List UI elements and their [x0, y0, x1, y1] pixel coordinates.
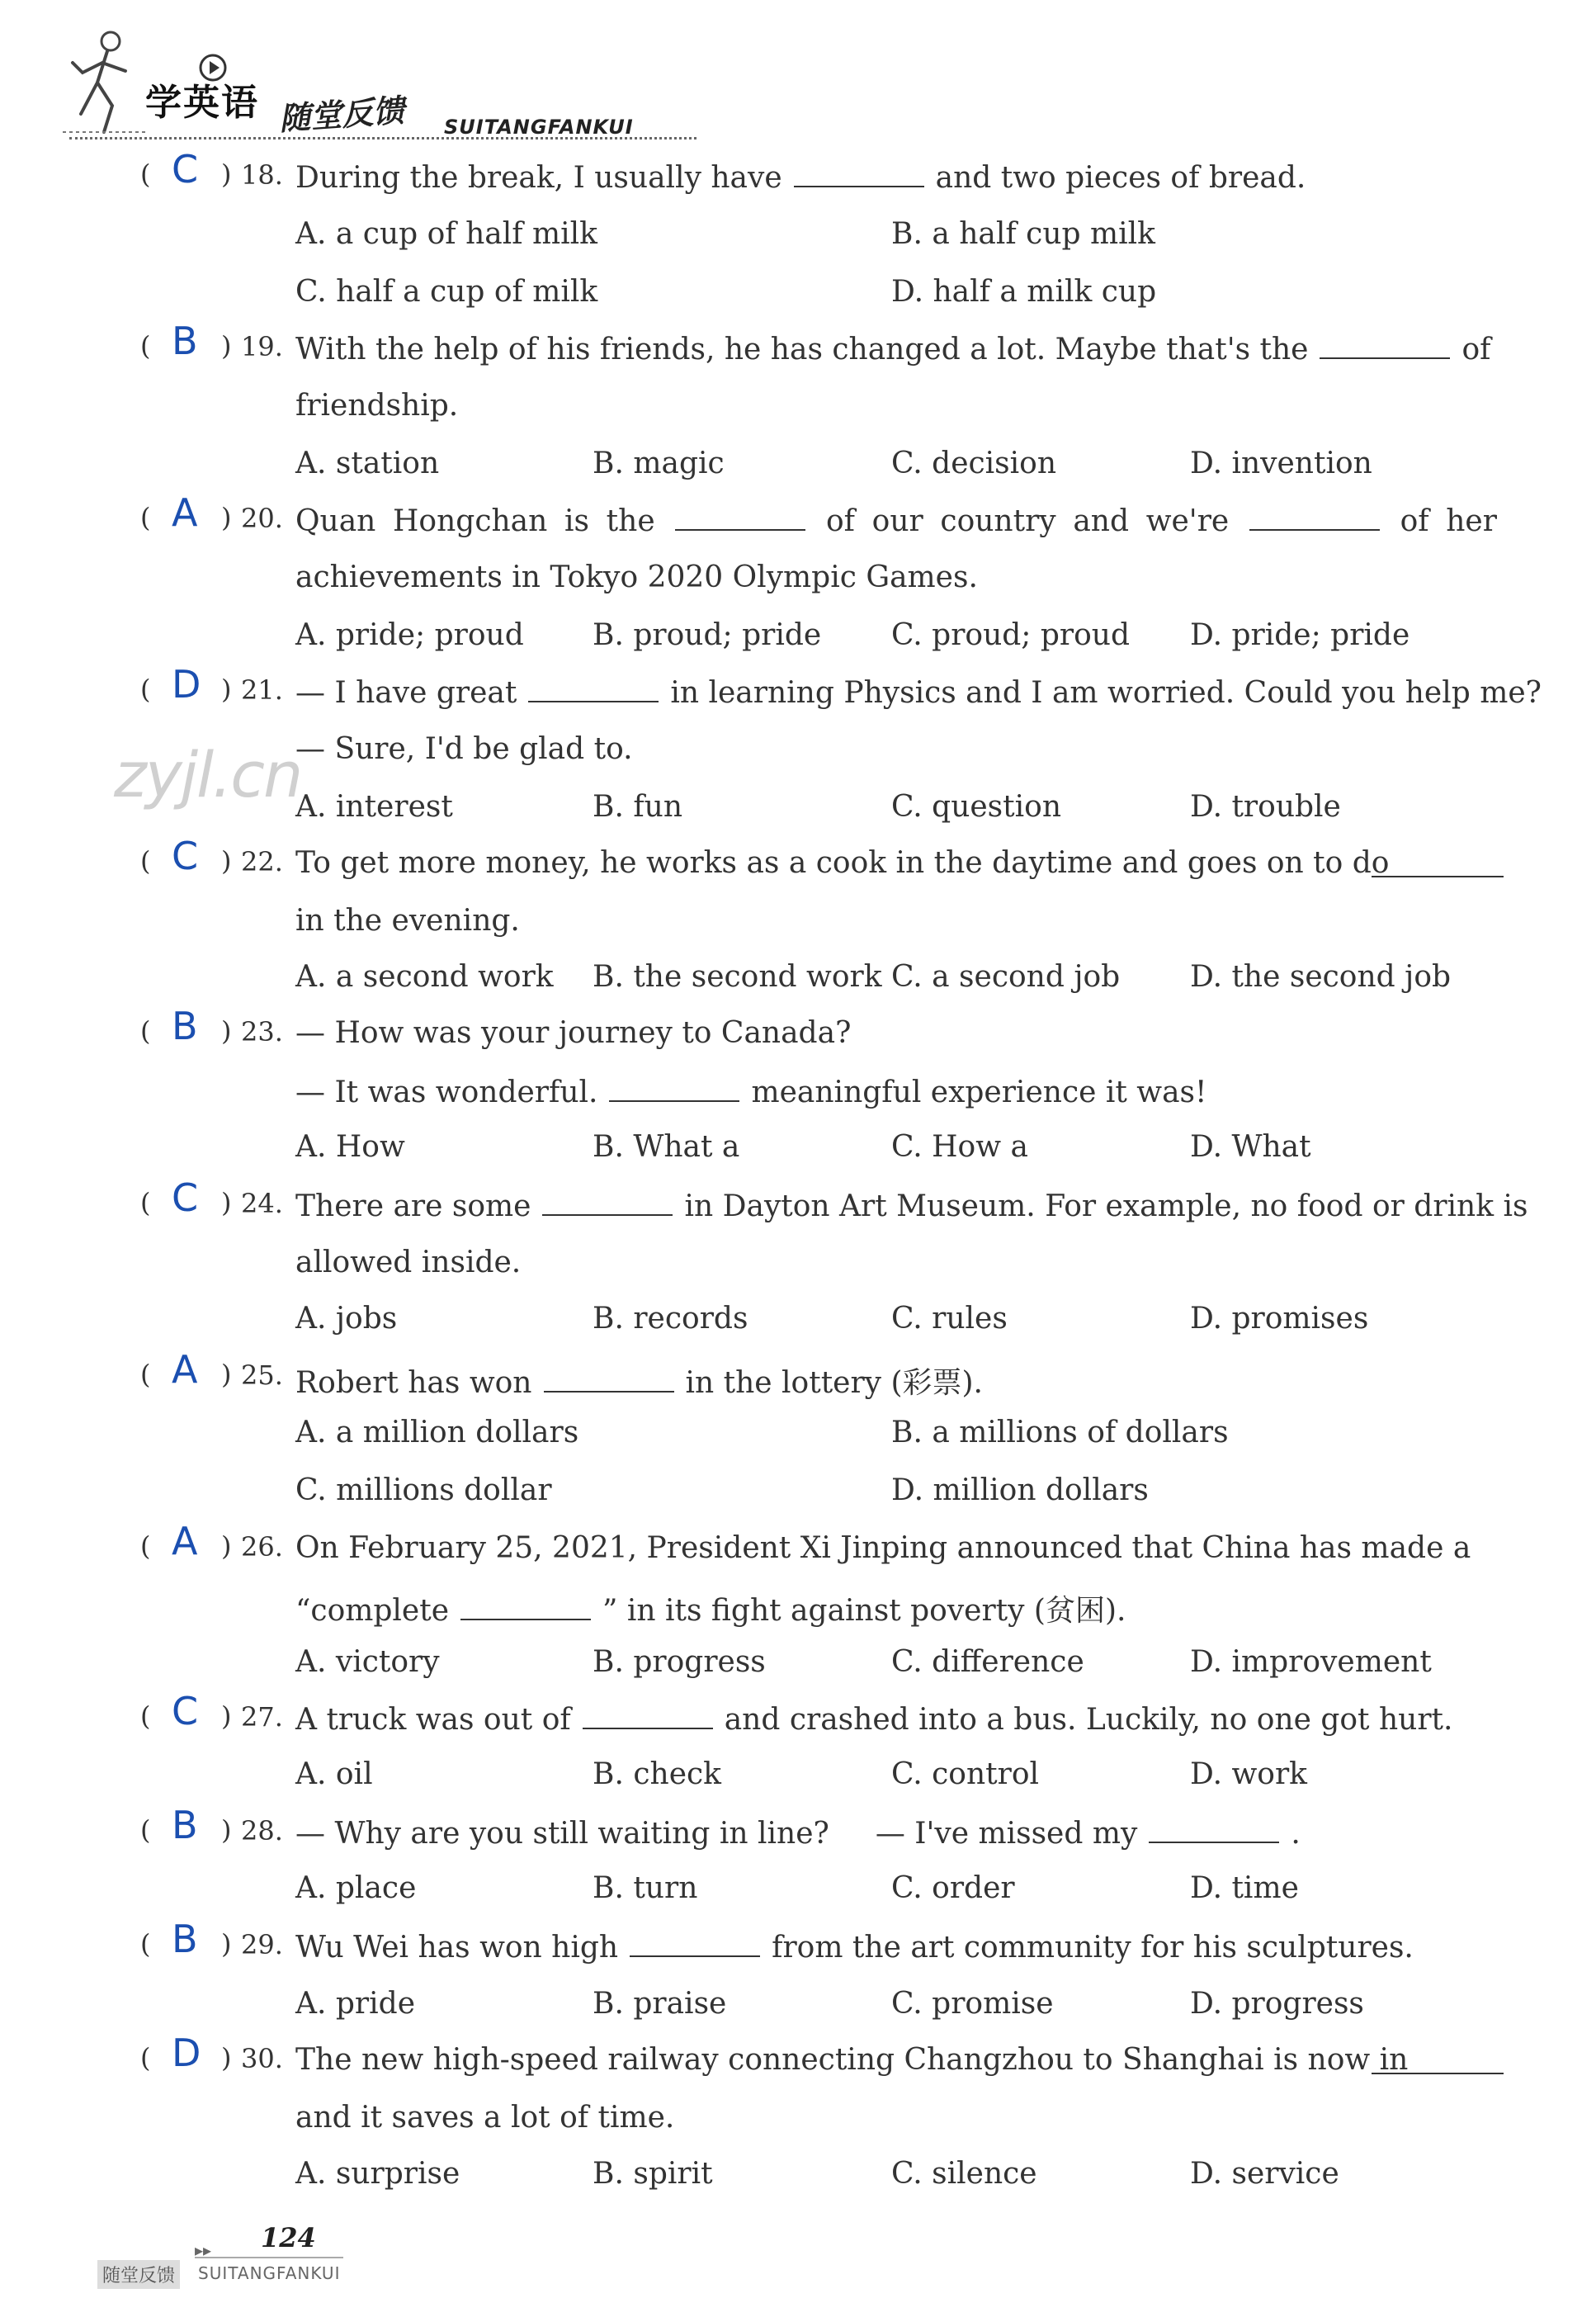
header-divider	[69, 137, 696, 139]
question-20: ( A ) 20. Quan Hongchan is the of our country and we're of her	[140, 490, 1497, 538]
option-c: C. question	[891, 790, 1061, 824]
answer-mark: A	[172, 490, 198, 535]
watermark: zyjl.cn	[114, 738, 302, 811]
option-a: A. How	[295, 1130, 405, 1164]
page-header	[58, 23, 701, 143]
question-stem: Wu Wei has won high from the art community for his sculptures.	[295, 1931, 1414, 1965]
answer-blank	[1372, 846, 1504, 877]
options-row	[0, 205, 1596, 262]
answer-blank	[460, 1592, 591, 1620]
question-continuation: friendship.	[295, 389, 459, 423]
option-b: B. the second work	[593, 960, 882, 994]
question-stem: To get more money, he works as a cook in the daytime and goes on to do	[295, 846, 1390, 880]
option-a: A. victory	[295, 1645, 440, 1679]
answer-mark: C	[172, 834, 199, 878]
question-continuation: — Sure, I'd be glad to.	[295, 732, 633, 766]
answer-blank	[609, 1074, 739, 1102]
option-b: B. magic	[593, 447, 725, 480]
option-d: D. progress	[1190, 1987, 1364, 2021]
footer-arrows-icon: ▸▸	[195, 2240, 212, 2260]
answer-mark: B	[172, 1004, 198, 1048]
answer-blank	[1149, 1815, 1279, 1843]
question-stem: — Why are you still waiting in line? — I've missed my .	[295, 1817, 1301, 1851]
question-stem: During the break, I usually have and two pieces of bread.	[295, 161, 1306, 195]
question-number: 28.	[241, 1815, 283, 1846]
answer-blank	[630, 1929, 760, 1957]
option-d: D. time	[1190, 1871, 1299, 1905]
answer-mark: B	[172, 1803, 198, 1847]
question-stem: With the help of his friends, he has changed a lot. Maybe that's the of	[295, 333, 1491, 366]
options-row	[0, 1118, 1596, 1175]
runner-logo-icon	[58, 23, 157, 139]
answer-mark: C	[172, 147, 199, 192]
option-a: A. a second work	[295, 960, 554, 994]
option-c: C. difference	[891, 1645, 1084, 1679]
question-number: 26.	[241, 1531, 283, 1563]
question-number: 24.	[241, 1188, 283, 1219]
option-a: A. pride	[295, 1987, 416, 2021]
answer-blank	[583, 1701, 713, 1729]
answer-mark: A	[172, 1519, 198, 1563]
option-a: A. pride; proud	[295, 618, 524, 652]
option-c: C. silence	[891, 2157, 1037, 2191]
option-b: B. turn	[593, 1871, 698, 1905]
option-a: A. a million dollars	[295, 1416, 579, 1449]
question-continuation: in the evening.	[295, 904, 520, 938]
option-d: D. service	[1190, 2157, 1339, 2191]
option-b: B. proud; pride	[593, 618, 822, 652]
option-a: A. a cup of half milk	[295, 217, 597, 251]
option-c: C. How a	[891, 1130, 1028, 1164]
answer-blank	[794, 159, 924, 187]
option-d: D. half a milk cup	[891, 275, 1157, 309]
option-d: D. promises	[1190, 1302, 1369, 1336]
brand-latin: SUITANGFANKUI	[444, 116, 634, 139]
option-a: A. surprise	[295, 2157, 460, 2191]
question-number: 27.	[241, 1701, 283, 1733]
options-row	[0, 1745, 1596, 1803]
question-19: ( B ) 19. With the help of his friends, he has changed a lot. Maybe that's the of	[140, 319, 1491, 366]
question-stem: There are some in Dayton Art Museum. For example, no food or drink is	[295, 1189, 1528, 1223]
question-stem: Robert has won in the lottery (彩票).	[295, 1366, 983, 1400]
answer-blank	[1249, 503, 1380, 531]
page-number: 124	[261, 2222, 316, 2253]
option-a: A. interest	[295, 790, 453, 824]
question-continuation: allowed inside.	[295, 1246, 522, 1279]
footer-latin: SUITANGFANKUI	[198, 2263, 341, 2283]
answer-mark: B	[172, 1917, 198, 1961]
question-25: ( A ) 25. Robert has won in the lottery (彩票).	[140, 1347, 983, 1400]
option-a: A. place	[295, 1871, 417, 1905]
question-29: ( B ) 29. Wu Wei has won high from the art community for his sculptures.	[140, 1917, 1414, 1965]
option-c: C. control	[891, 1757, 1040, 1791]
options-row	[0, 1289, 1596, 1347]
question-number: 25.	[241, 1359, 283, 1391]
brand-title: 学英语	[145, 82, 259, 124]
option-d: D. work	[1190, 1757, 1307, 1791]
option-d: D. the second job	[1190, 960, 1452, 994]
option-b: B. records	[593, 1302, 748, 1336]
question-22: ( C ) 22. To get more money, he works as a cook in the daytime and goes on to do	[0, 834, 1596, 891]
option-c: C. half a cup of milk	[295, 275, 598, 309]
options-row	[0, 778, 1596, 835]
option-c: C. rules	[891, 1302, 1008, 1336]
answer-mark: C	[172, 1175, 199, 1220]
options-row	[0, 1859, 1596, 1917]
question-continuation: and it saves a lot of time.	[295, 2101, 675, 2135]
options-row	[0, 1974, 1596, 2032]
question-number: 19.	[241, 331, 283, 362]
options-row	[0, 1633, 1596, 1690]
option-c: C. promise	[891, 1987, 1054, 2021]
question-23: ( B ) 23. — How was your journey to Canada?	[140, 1004, 852, 1050]
question-stem: On February 25, 2021, President Xi Jinping announced that China has made a	[295, 1531, 1471, 1565]
answer-mark: B	[172, 319, 198, 363]
question-stem: — I have great in learning Physics and I am worried. Could you help me?	[295, 676, 1542, 710]
option-d: D. What	[1190, 1130, 1311, 1164]
question-continuation: “complete ” in its fight against poverty (贫困).	[295, 1594, 1126, 1628]
option-c: C. order	[891, 1871, 1015, 1905]
question-26: ( A ) 26. On February 25, 2021, President Xi Jinping announced that China has made a	[140, 1519, 1471, 1565]
question-stem: The new high-speed railway connecting Changzhou to Shanghai is now in	[295, 2043, 1409, 2077]
question-number: 20.	[241, 503, 283, 534]
options-row	[0, 2144, 1596, 2202]
question-continuation: achievements in Tokyo 2020 Olympic Games.	[295, 560, 978, 594]
option-d: D. pride; pride	[1190, 618, 1410, 652]
answer-mark: D	[172, 2031, 201, 2075]
option-b: B. fun	[593, 790, 683, 824]
answer-blank	[544, 1364, 674, 1393]
option-a: A. station	[295, 447, 440, 480]
answer-mark: D	[172, 662, 201, 707]
answer-mark: C	[172, 1689, 199, 1733]
question-stem: A truck was out of and crashed into a bus. Luckily, no one got hurt.	[295, 1703, 1453, 1737]
question-21: ( D ) 21. — I have great in learning Physics and I am worried. Could you help me?	[140, 662, 1542, 710]
option-b: B. spirit	[593, 2157, 713, 2191]
question-stem: Quan Hongchan is the of our country and we're of her	[295, 504, 1497, 538]
option-b: B. What a	[593, 1130, 740, 1164]
answer-mark: A	[172, 1347, 198, 1392]
option-a: A. jobs	[295, 1302, 398, 1336]
option-b: B. progress	[593, 1645, 766, 1679]
footer-brand: 随堂反馈	[97, 2260, 180, 2289]
question-30: ( D ) 30. The new high-speed railway connecting Changzhou to Shanghai is now in	[0, 2031, 1596, 2088]
option-c: C. a second job	[891, 960, 1121, 994]
option-d: D. improvement	[1190, 1645, 1432, 1679]
option-b: B. praise	[593, 1987, 727, 2021]
footer-divider	[195, 2257, 343, 2258]
question-number: 30.	[241, 2043, 283, 2074]
options-row	[0, 434, 1596, 492]
options-row	[0, 262, 1596, 320]
answer-blank	[1372, 2043, 1504, 2074]
option-b: B. check	[593, 1757, 721, 1791]
options-row	[0, 1403, 1596, 1461]
option-c: C. decision	[891, 447, 1057, 480]
question-number: 23.	[241, 1016, 283, 1047]
option-d: D. invention	[1190, 447, 1372, 480]
options-row	[0, 1461, 1596, 1519]
question-continuation: — It was wonderful. meaningful experience it was!	[295, 1076, 1207, 1109]
option-c: C. millions dollar	[295, 1473, 552, 1507]
option-c: C. proud; proud	[891, 618, 1131, 652]
question-18: ( C ) 18. During the break, I usually have and two pieces of bread.	[140, 147, 1306, 195]
question-24: ( C ) 24. There are some in Dayton Art Museum. For example, no food or drink is	[140, 1175, 1528, 1223]
question-number: 21.	[241, 674, 283, 706]
option-b: B. a millions of dollars	[891, 1416, 1229, 1449]
option-b: B. a half cup milk	[891, 217, 1155, 251]
answer-blank	[675, 503, 805, 531]
answer-blank	[528, 674, 659, 702]
answer-blank	[542, 1188, 673, 1216]
question-number: 29.	[241, 1929, 283, 1960]
options-row	[0, 606, 1596, 664]
option-a: A. oil	[295, 1757, 373, 1791]
question-number: 18.	[241, 159, 283, 191]
question-27: ( C ) 27. A truck was out of and crashed into a bus. Luckily, no one got hurt.	[140, 1689, 1453, 1737]
option-d: D. trouble	[1190, 790, 1341, 824]
question-28: ( B ) 28. — Why are you still waiting in line? — I've missed my .	[140, 1803, 1301, 1851]
brand-script: 随堂反馈	[277, 91, 406, 138]
options-row	[0, 948, 1596, 1005]
question-stem: — How was your journey to Canada?	[295, 1016, 852, 1050]
answer-blank	[1320, 331, 1450, 359]
option-d: D. million dollars	[891, 1473, 1149, 1507]
question-number: 22.	[241, 846, 283, 877]
